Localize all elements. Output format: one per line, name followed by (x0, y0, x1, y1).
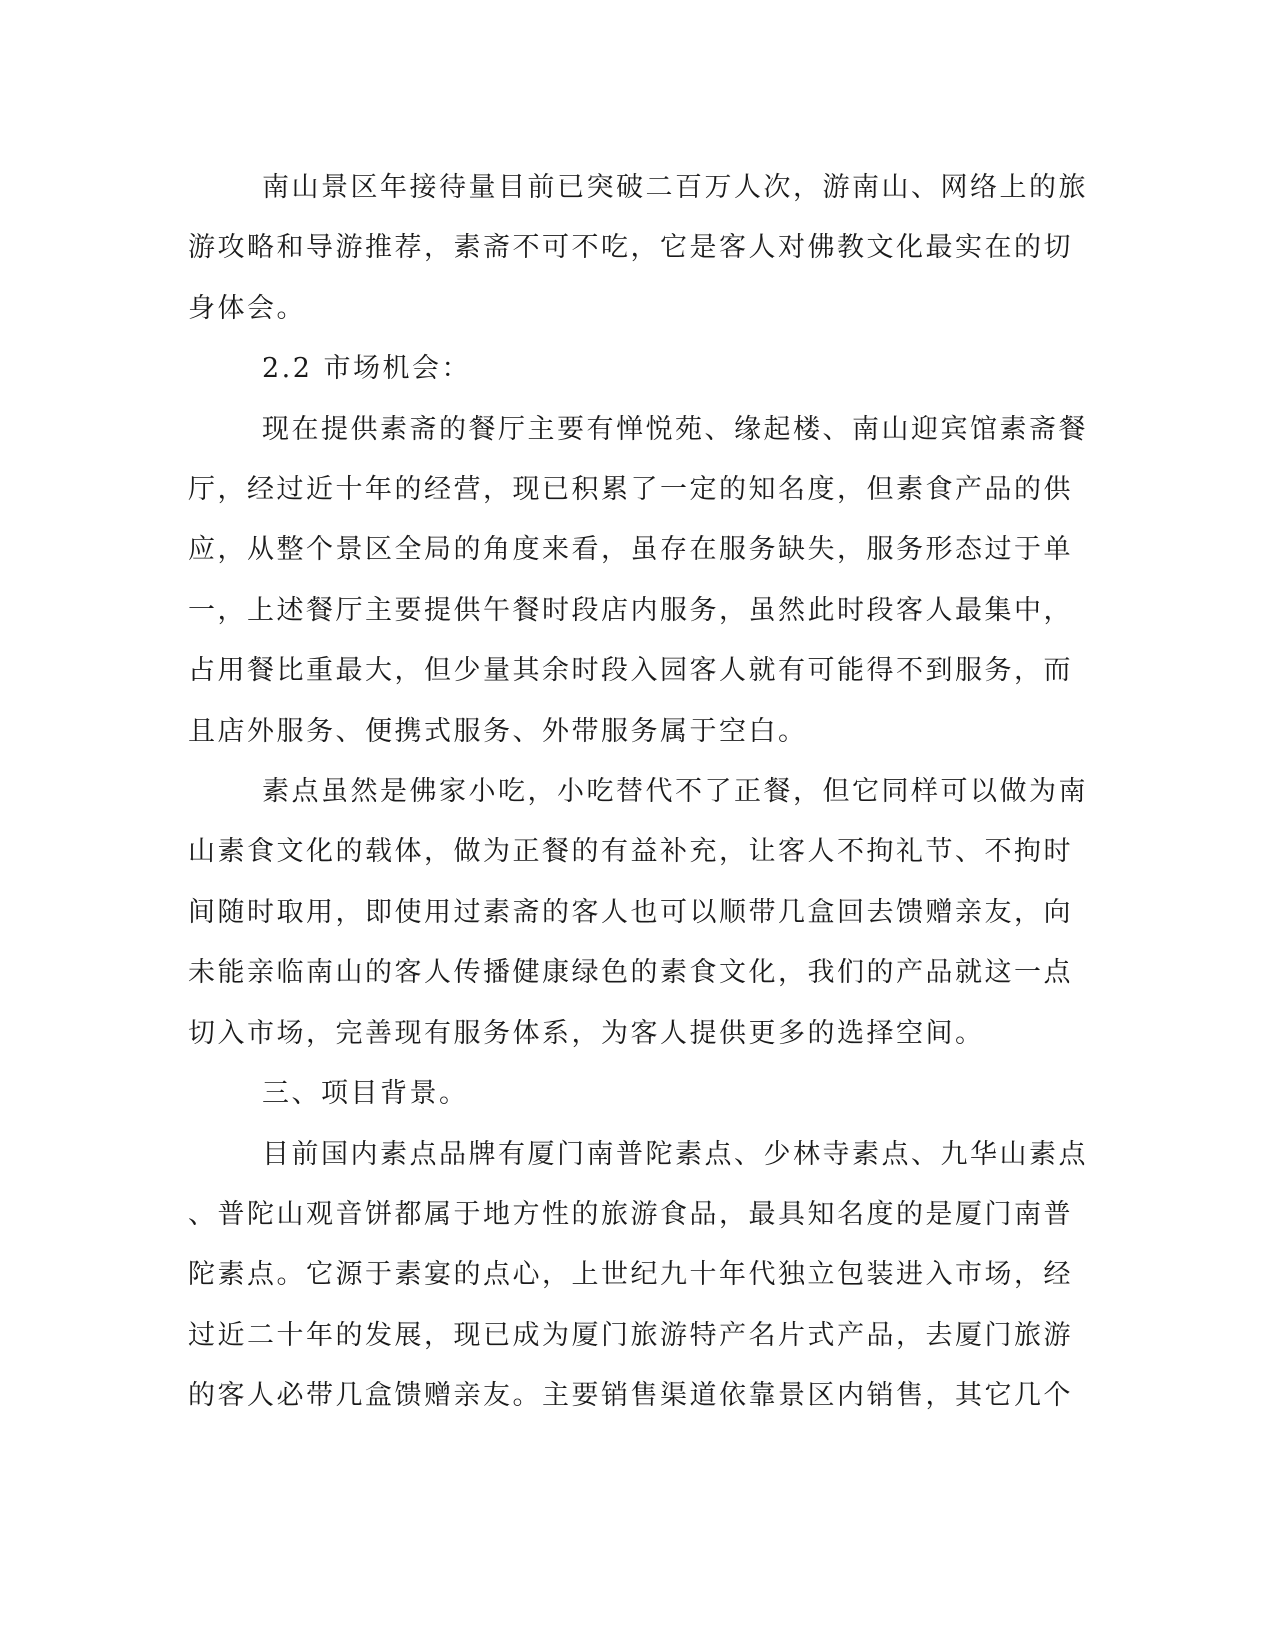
text-line: 间随时取用，即使用过素斋的客人也可以顺带几盒回去馈赠亲友，向 (188, 896, 1073, 928)
text-line: 现在提供素斋的餐厅主要有惮悦苑、缘起楼、南山迎宾馆素斋餐 (262, 413, 1088, 445)
heading-text: 2.2 市场机会： (262, 353, 472, 385)
text-line: 、普陀山观音饼都属于地方性的旅游食品，最具知名度的是厦门南普 (188, 1198, 1073, 1230)
body-text (188, 158, 1088, 1427)
text-line: 的客人必带几盒馈赠亲友。主要销售渠道依靠景区内销售，其它几个 (188, 1380, 1073, 1412)
text-line: 目前国内素点品牌有厦门南普陀素点、少林寺素点、九华山素点 (262, 1138, 1088, 1170)
text-line: 过近二十年的发展，现已成为厦门旅游特产名片式产品，去厦门旅游 (188, 1319, 1073, 1351)
text-line: 应，从整个景区全局的角度来看，虽存在服务缺失，服务形态过于单 (188, 534, 1073, 566)
text-line: 未能亲临南山的客人传播健康绿色的素食文化，我们的产品就这一点 (188, 957, 1073, 989)
text-line: 一，上述餐厅主要提供午餐时段店内服务，虽然此时段客人最集中， (188, 594, 1073, 626)
section-heading-project-background (188, 1064, 1068, 1124)
text-line: 占用餐比重最大，但少量其余时段入园客人就有可能得不到服务，而 (188, 655, 1073, 687)
text-line: 南山景区年接待量目前已突破二百万人次，游南山、网络上的旅 (262, 172, 1088, 203)
paragraph-vegetarian-snacks (188, 762, 1088, 1064)
text-line: 且店外服务、便携式服务、外带服务属于空白。 (188, 715, 808, 747)
paragraph-restaurants (188, 400, 1088, 762)
section-heading-market-opportunity (188, 339, 1068, 399)
heading-text: 三、项目背景。 (262, 1078, 469, 1110)
paragraph-tourism-volume (188, 158, 1088, 339)
text-line: 山素食文化的载体，做为正餐的有益补充，让客人不拘礼节、不拘时 (188, 836, 1073, 868)
text-line: 游攻略和导游推荐，素斋不可不吃，它是客人对佛教文化最实在的切 (188, 232, 1073, 264)
text-line: 身体会。 (188, 292, 306, 324)
text-line: 厅，经过近十年的经营，现已积累了一定的知名度，但素食产品的供 (188, 474, 1073, 506)
paragraph-domestic-brands (188, 1125, 1088, 1427)
text-line: 陀素点。它源于素宴的点心，上世纪九十年代独立包装进入市场，经 (188, 1259, 1073, 1291)
text-line: 素点虽然是佛家小吃，小吃替代不了正餐，但它同样可以做为南 (262, 776, 1088, 808)
text-line: 切入市场，完善现有服务体系，为客人提供更多的选择空间。 (188, 1017, 985, 1049)
